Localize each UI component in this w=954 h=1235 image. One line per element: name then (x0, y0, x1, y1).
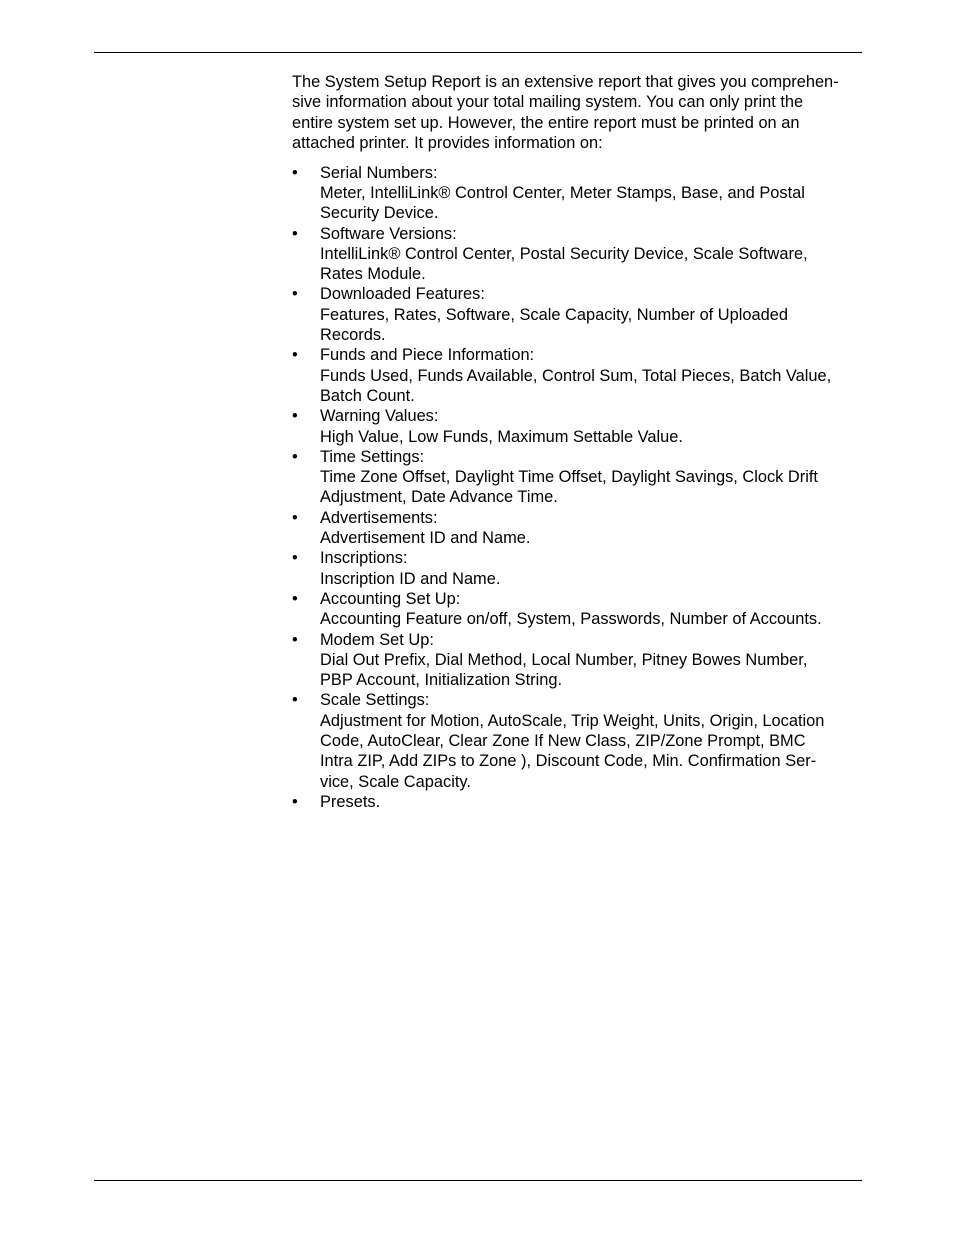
item-detail: Adjustment, Date Advance Time. (320, 488, 558, 507)
item-detail: Security Device. (320, 204, 439, 223)
list-item-scale-settings (292, 690, 864, 791)
item-title: Funds and Piece Information: (320, 346, 535, 365)
bullet-icon: • (292, 447, 298, 466)
item-detail: Advertisement ID and Name. (320, 529, 531, 548)
item-detail: Batch Count. (320, 386, 415, 405)
list-item-presets (292, 792, 864, 812)
list-item-modem-set-up (292, 630, 864, 691)
item-detail: IntelliLink® Control Center, Postal Security Device, Scale Software, (320, 244, 808, 263)
item-title: Warning Values: (320, 407, 439, 426)
footer-rule (94, 1180, 862, 1181)
bullet-icon: • (292, 163, 298, 182)
item-detail: Adjustment for Motion, AutoScale, Trip Weight, Units, Origin, Location (320, 711, 825, 730)
bullet-icon: • (292, 285, 298, 304)
bullet-icon: • (292, 407, 298, 426)
item-detail: Intra ZIP, Add ZIPs to Zone ), Discount Code, Min. Confirmation Ser- (320, 752, 817, 771)
item-title: Inscriptions: (320, 549, 408, 568)
list-item-advertisements (292, 508, 864, 549)
item-title: Serial Numbers: (320, 163, 438, 182)
item-detail: Time Zone Offset, Daylight Time Offset, Daylight Savings, Clock Drift (320, 468, 818, 487)
intro-paragraph (292, 72, 864, 153)
bullet-icon: • (292, 589, 298, 608)
item-detail: Inscription ID and Name. (320, 569, 501, 588)
list-item-downloaded-features (292, 284, 864, 345)
item-title: Scale Settings: (320, 691, 430, 710)
item-detail: PBP Account, Initialization String. (320, 671, 563, 690)
report-description (292, 72, 864, 812)
intro-line: sive information about your total mailing system. You can only print the (292, 93, 804, 112)
item-detail: Rates Module. (320, 265, 426, 284)
item-title: Software Versions: (320, 224, 457, 243)
item-title: Modem Set Up: (320, 630, 434, 649)
item-title: Time Settings: (320, 447, 425, 466)
item-detail: Accounting Feature on/off, System, Passwords, Number of Accounts. (320, 610, 822, 629)
bullet-icon: • (292, 549, 298, 568)
list-item-software-versions (292, 224, 864, 285)
bullet-icon: • (292, 224, 298, 243)
bullet-icon: • (292, 691, 298, 710)
item-title: Advertisements: (320, 508, 438, 527)
list-item-serial-numbers (292, 163, 864, 224)
bullet-icon: • (292, 630, 298, 649)
item-detail: Meter, IntelliLink® Control Center, Meter Stamps, Base, and Postal (320, 183, 805, 202)
list-item-inscriptions (292, 548, 864, 589)
intro-line: attached printer. It provides information on: (292, 133, 603, 152)
item-detail: vice, Scale Capacity. (320, 772, 471, 791)
item-detail: Code, AutoClear, Clear Zone If New Class, ZIP/Zone Prompt, BMC (320, 732, 806, 750)
list-item-accounting-set-up (292, 589, 864, 630)
item-title: Accounting Set Up: (320, 589, 461, 608)
bullet-icon: • (292, 346, 298, 365)
list-item-warning-values (292, 406, 864, 447)
item-detail: Features, Rates, Software, Scale Capacity, Number of Uploaded (320, 305, 788, 324)
item-detail: Funds Used, Funds Available, Control Sum, Total Pieces, Batch Value, (320, 366, 832, 385)
item-detail: High Value, Low Funds, Maximum Settable Value. (320, 427, 683, 446)
bullet-icon: • (292, 792, 298, 811)
item-detail: Dial Out Prefix, Dial Method, Local Number, Pitney Bowes Number, (320, 650, 808, 669)
intro-line: The System Setup Report is an extensive report that gives you comprehen- (292, 73, 839, 91)
list-item-time-settings (292, 447, 864, 508)
list-item-funds-and-piece-information (292, 345, 864, 406)
intro-line: entire system set up. However, the entire report must be printed on an (292, 113, 800, 132)
item-title: Presets. (320, 792, 381, 811)
header-rule (94, 52, 862, 53)
item-title: Downloaded Features: (320, 285, 485, 304)
bullet-icon: • (292, 508, 298, 527)
item-detail: Records. (320, 326, 386, 345)
report-contents-list (292, 163, 864, 813)
